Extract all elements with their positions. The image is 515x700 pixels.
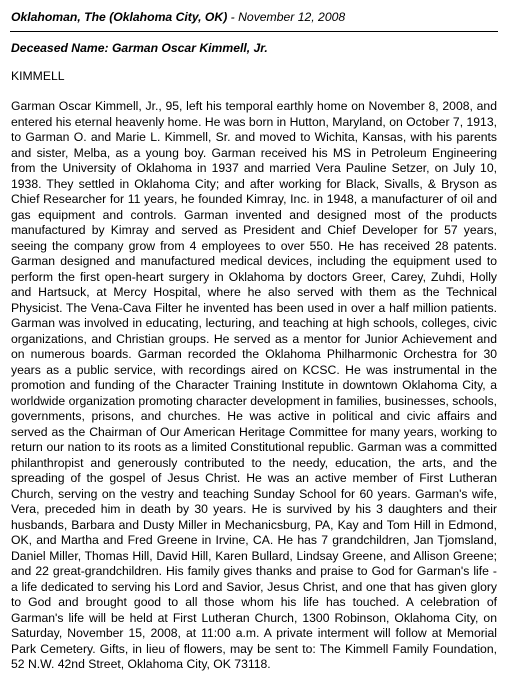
publication-name: Oklahoman, The (Oklahoma City, OK) bbox=[11, 10, 228, 24]
deceased-name-line bbox=[11, 40, 268, 56]
publication-header bbox=[11, 9, 345, 25]
obituary-text: Garman Oscar Kimmell, Jr., 95, left his temporal earthly home on November 8, 2008, and entered his eternal heavenly home. He was born in Hutton, Maryland, on October 7, 1913, to Garman O. and Marie L. Kimmell, Sr. and moved to Wichita, Kansas, with his parents and sister, Melba, as a young boy. Garman received his MS in Petroleum Engineering from the University of Oklahoma in 1937 and married Vera Pauline Setzer, on July 10, 1938. They settled in Oklahoma City; and after working for Black, Sivalls, & Bryson as Chief Researcher for 11 years, he founded Kimray, Inc. in 1948, a manufacturer of oil and gas equipment and controls. Garman invented and designed most of the products manufactured by Kimray and served as President and Chief Developer for 57 years, seeing the company grow from 4 employees to over 550. He has received 28 patents. Garman designed and manufactured medical devices, including the equipment used to perform the first open-heart surgery in Oklahoma by doctors Greer, Carey, Zuhdi, Holly and Hartsuck, at Mercy Hospital, where he also served with them as the Technical Physicist. The Vena-Cava Filter he invented has been used in over a half million patients. Garman was involved in educating, lecturing, and teaching at high schools, colleges, civic organizations, and Christian groups. He served as a mentor for Junior Achievement and on numerous boards. Garman recorded the Oklahoma Philharmonic Orchestra for 30 years as a public service, with recordings aired on KCSC. He was instrumental in the promotion and funding of the Character Training Institute in downtown Oklahoma City, a worldwide organization promoting character development in families, businesses, schools, governments, prisons, and churches. He was active in political and civic affairs and served as the Chairman of Our American Heritage Committee for many years, working to return our nation to its roots as a limited Constitutional republic. Garman was a committed philanthropist and generously contributed to the needy, education, the arts, and the spreading of the gospel of Jesus Christ. He was an active member of First Lutheran Church, serving on the vestry and teaching Sunday School for 60 years. Garman's wife, Vera, preceded him in death by 30 years. He is survived by his 3 daughters and their husbands, Barbara and Dusty Miller in Mechanicsburg, PA, Kay and Tom Hill in Edmond, OK, and Martha and Fred Greene in Irvine, CA. He has 7 grandchildren, Jan Tjomsland, Daniel Miller, Thomas Hill, David Hill, Karen Bullard, Lindsay Greene, and Allison Greene; and 22 great-grandchildren. His family gives thanks and praise to God for Garman's life - a life dedicated to serving his Lord and Savior, Jesus Christ, and one that has given glory to God and brought good to all those whom his life has touched. A celebration of Garman's life will be held at First Lutheran Church, 1300 Robinson, Oklahoma City, on Saturday, November 15, 2008, at 11:00 a.m. A private interment will follow at Memorial Park Cemetery. Gifts, in lieu of flowers, may be sent to: The Kimmell Family Foundation, 52 N.W. 42nd Street, Oklahoma City, OK 73118. bbox=[11, 99, 497, 671]
surname-heading: KIMMELL bbox=[11, 69, 65, 83]
deceased-label: Deceased Name: bbox=[11, 41, 109, 55]
deceased-name: Garman Oscar Kimmell, Jr. bbox=[111, 41, 268, 55]
header-separator: - bbox=[227, 10, 239, 24]
header-divider bbox=[10, 31, 498, 32]
publication-date: November 12, 2008 bbox=[238, 10, 346, 24]
